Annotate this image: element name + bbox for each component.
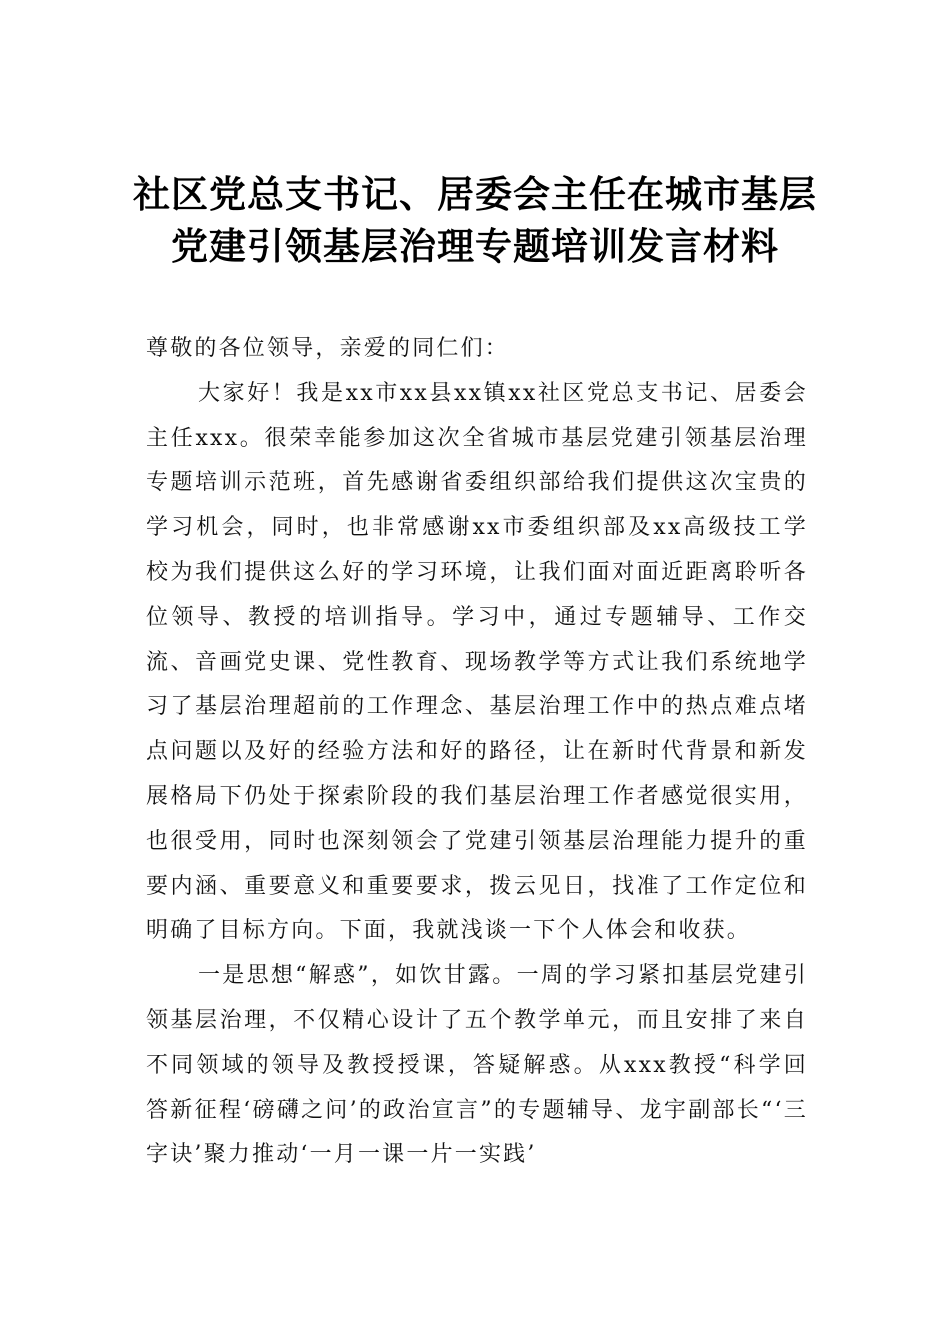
salutation: 尊敬的各位领导，亲爱的同仁们： [146,336,510,361]
paragraph-introduction: 大家好！我是xx市xx县xx镇xx社区党总支书记、居委会主任xxx。很荣幸能参加这次全省城市基层党建引领基层治理专题培训示范班，首先感谢省委组织部给我们提供这次宝贵的学习机会，同时，也非常感谢xx市委组织部及xx高级技工学校为我们提供这么好的学习环境，让我们面对面近距离聆听各位领导、教授的培训指导。学习中，通过专题辅导、工作交流、音画党史课、党性教育、现场教学等方式让我们系统地学习了基层治理超前的工作理念、基层治理工作中的热点难点堵点问题以及好的经验方法和好的路径，让在新时代背景和新发展格局下仍处于探索阶段的我们基层治理工作者感觉很实用，也很受用，同时也深刻领会了党建引领基层治理能力提升的重要内涵、重要意义和重要要求，拨云见日，找准了工作定位和明确了目标方向。下面，我就浅谈一下个人体会和收获。 [146,380,808,944]
paragraph-point-one: 一是思想“解惑”，如饮甘露。一周的学习紧扣基层党建引领基层治理，不仅精心设计了五个教学单元，而且安排了来自不同领域的领导及教授授课，答疑解惑。从xxx教授“科学回答新征程‘磅礴之问’的政治宣言”的专题辅导、龙宇副部长“‘三字诀’聚力推动‘一月一课一片一实践’ [146,963,808,1168]
title-line-1: 社区党总支书记、居委会主任在城市基层 [133,172,817,216]
document-title [120,168,830,272]
document-body [146,327,808,1178]
title-line-2: 党建引领基层治理专题培训发言材料 [171,224,779,268]
